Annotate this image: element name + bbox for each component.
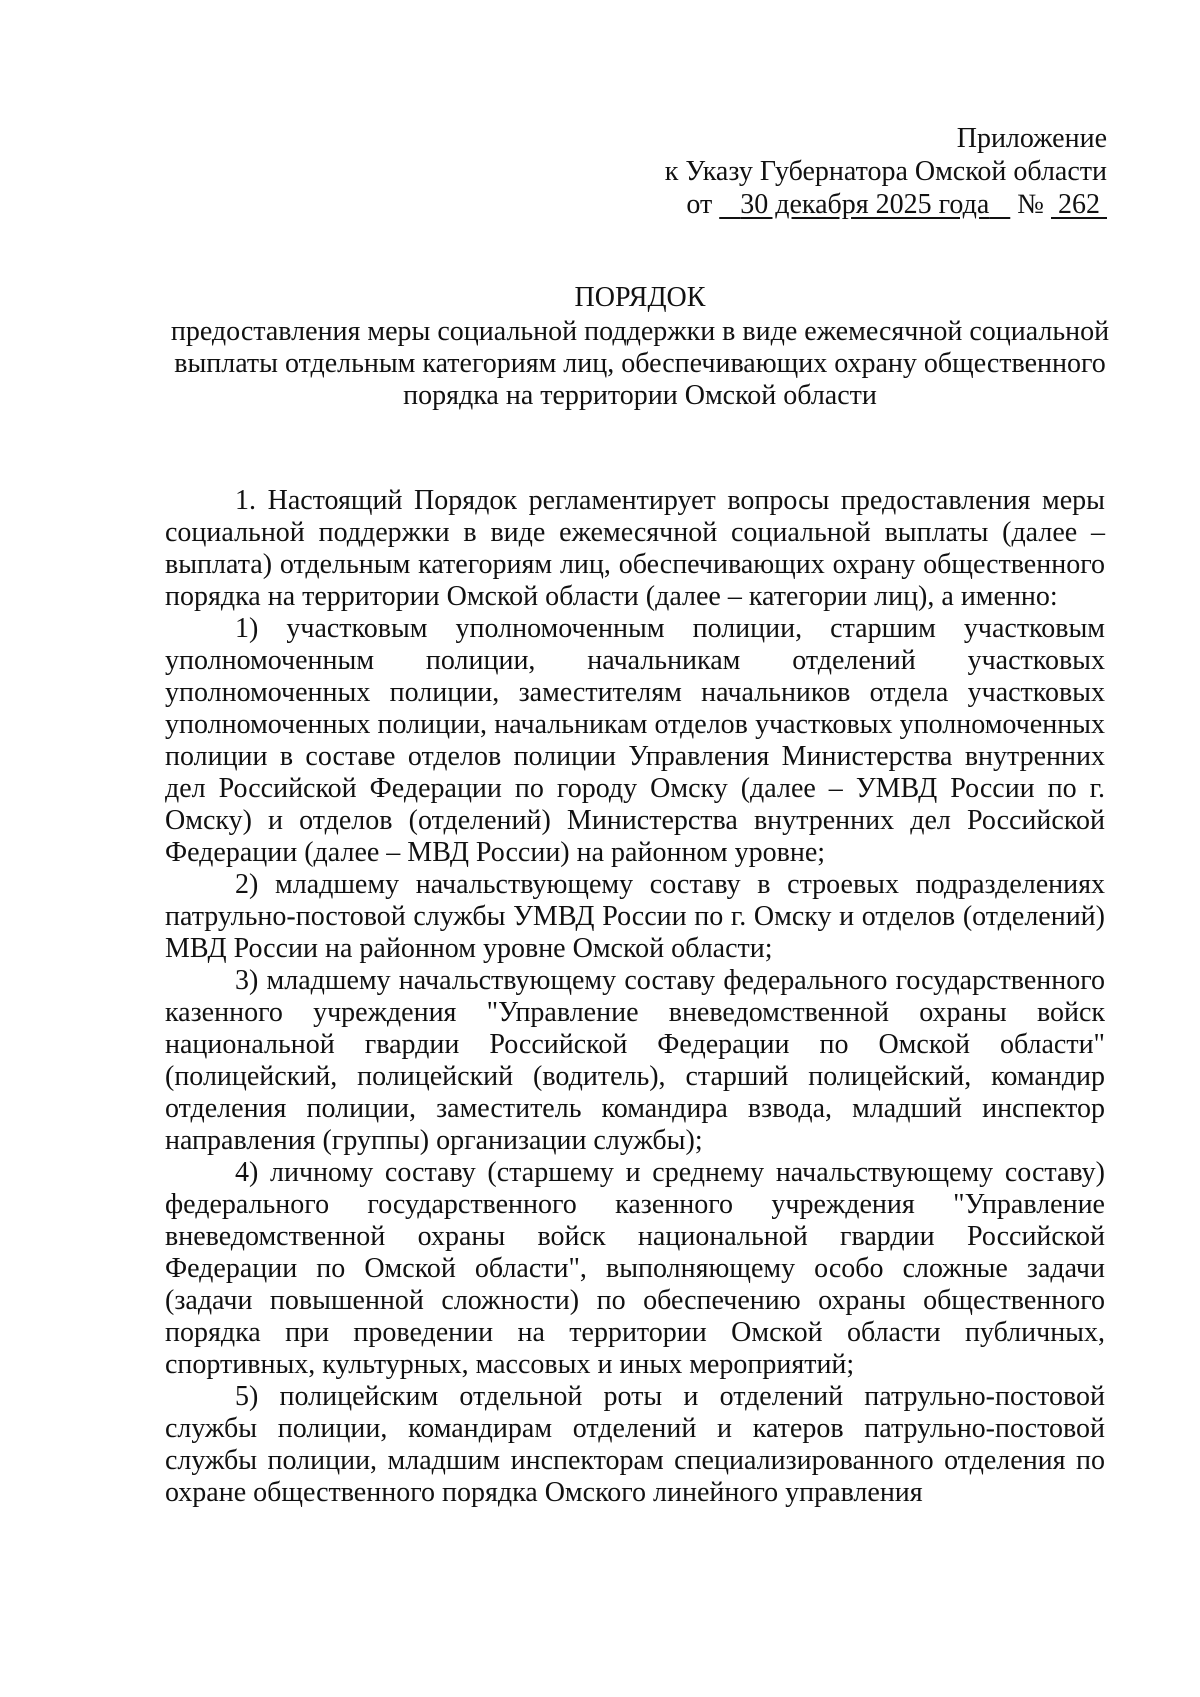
list-item-1: 1) участковым уполномоченным полиции, старшим участковым уполномоченным полиции, начальникам отделений участковых уполномоченных полиции, заместителям начальников отдела участковых уполномоченных полиции, начальникам отделов участковых уполномоченных полиции в составе отделов полиции Управления Министерства внутренних дел Российской Федерации по городу Омску (далее – УМВД России по г. Омску) и отделов (отделений) Министерства внутренних дел Российской Федерации (далее – МВД России) на районном уровне; bbox=[165, 613, 1105, 868]
appendix-label: Приложение bbox=[956, 123, 1107, 154]
appendix-number: 262 bbox=[1058, 189, 1100, 220]
list-item-3: 3) младшему начальствующему составу федерального государственного казенного учреждения "Управление вневедомственной охраны войск национальной гвардии Российской Федерации по Омской области" (полицейский, полицейский (водитель), старший полицейский, командир отделения полиции, заместитель командира взвода, младший инспектор направления (группы) организации службы); bbox=[165, 965, 1105, 1156]
appendix-date: 30 декабря 2025 года bbox=[740, 189, 990, 220]
appendix-number-sign: № bbox=[1017, 189, 1044, 220]
list-item-2: 2) младшему начальствующему составу в строевых подразделениях патрульно-постовой службы УМВД России по г. Омску и отделов (отделений) МВД России на районном уровне Омской области; bbox=[165, 869, 1105, 964]
document-title bbox=[160, 282, 1120, 412]
appendix-reference: к Указу Губернатора Омской области bbox=[664, 156, 1107, 187]
document-body bbox=[165, 485, 1105, 1509]
list-item-5: 5) полицейским отдельной роты и отделений патрульно-постовой службы полиции, командирам отделений и катеров патрульно-постовой службы полиции, младшим инспекторам специализированного отделения по охране общественного порядка Омского линейного управления bbox=[165, 1381, 1105, 1508]
appendix-date-line bbox=[665, 188, 1107, 221]
appendix-date-prefix: от bbox=[686, 189, 713, 220]
title-heading: ПОРЯДОК bbox=[574, 282, 706, 313]
appendix-block bbox=[665, 122, 1107, 221]
title-subtitle: предоставления меры социальной поддержки в виде ежемесячной социальной выплаты отдельным категориям лиц, обеспечивающих охрану общественного порядка на территории Омской области bbox=[170, 316, 1110, 411]
paragraph-1: 1. Настоящий Порядок регламентирует вопросы предоставления меры социальной поддержки в виде ежемесячной социальной выплаты (далее – выплата) отдельным категориям лиц, обеспечивающих охрану общественного порядка на территории Омской области (далее – категории лиц), а именно: bbox=[165, 485, 1105, 612]
list-item-4: 4) личному составу (старшему и среднему начальствующему составу) федерального государственного казенного учреждения "Управление вневедомственной охраны войск национальной гвардии Российской Федерации по Омской области", выполняющему особо сложные задачи (задачи повышенной сложности) по обеспечению охраны общественного порядка при проведении на территории Омской области публичных, спортивных, культурных, массовых и иных мероприятий; bbox=[165, 1157, 1105, 1380]
